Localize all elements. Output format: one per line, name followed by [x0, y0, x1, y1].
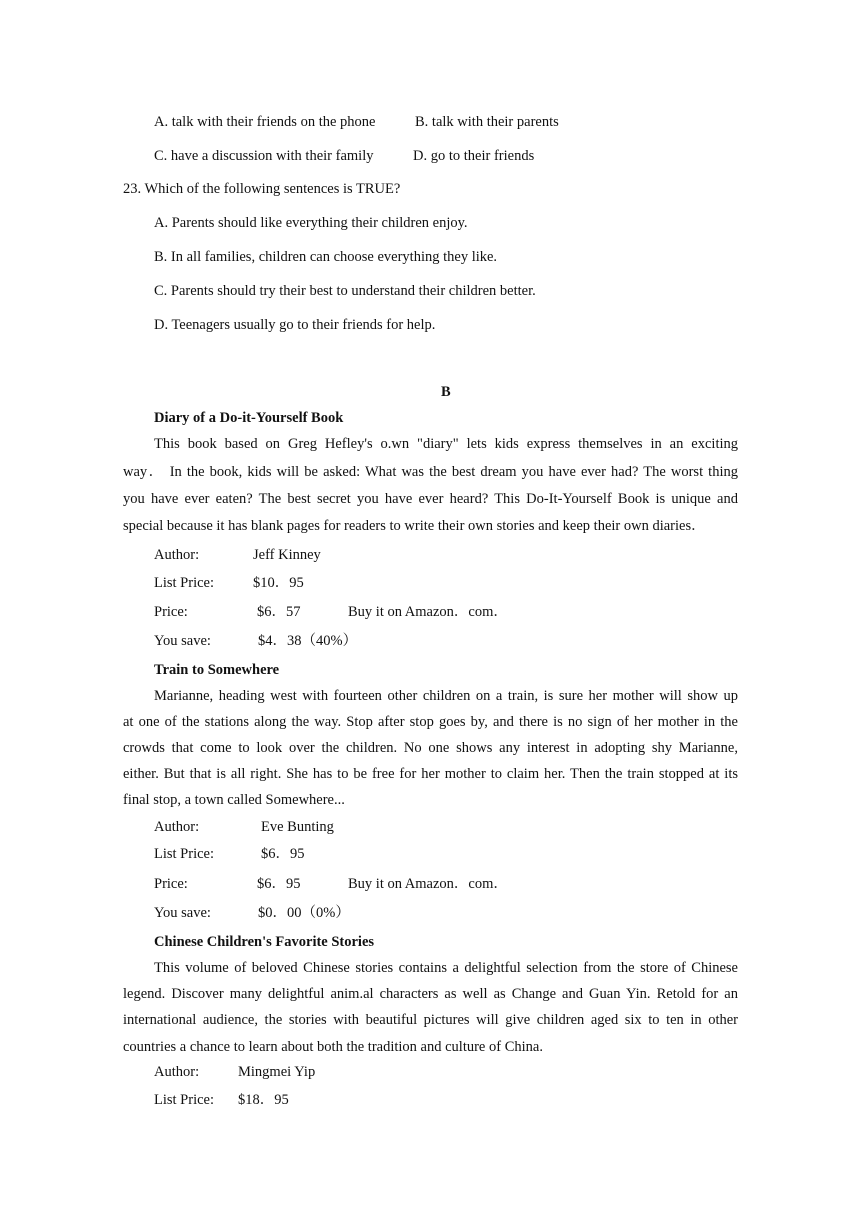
q22-option-b: B. talk with their parents: [415, 114, 559, 130]
book1-author-label: Author:: [154, 547, 200, 563]
book3-title: Chinese Children's Favorite Stories: [154, 934, 375, 950]
book3-line-4: countries a chance to learn about both the tradition and culture of China.: [123, 1039, 543, 1055]
book2-list-price-label: List Price:: [154, 846, 215, 862]
book2-author-label: Author:: [154, 819, 200, 835]
book1-save: $4．38（40%）: [258, 633, 358, 649]
book1-title: Diary of a Do-it-Yourself Book: [154, 410, 344, 426]
book3-author: Mingmei Yip: [238, 1064, 316, 1080]
book2-save-label: You save:: [154, 905, 211, 921]
book2-line-3: crowds that come to look over the children. No one shows any interest in adopting shy Marianne,: [123, 740, 738, 756]
book1-line-2: way． In the book, kids will be asked: What was the best dream you have ever had? The worst thing: [123, 464, 738, 480]
book1-list-price: $10．95: [253, 575, 304, 591]
book3-list-price: $18．95: [238, 1092, 289, 1108]
book3-line-1: This volume of beloved Chinese stories contains a delightful selection from the store of Chinese: [154, 960, 738, 976]
book3-author-label: Author:: [154, 1064, 200, 1080]
q23-option-a: A. Parents should like everything their children enjoy.: [154, 215, 468, 231]
q23-option-d: D. Teenagers usually go to their friends for help.: [154, 317, 436, 333]
q23-option-b: B. In all families, children can choose everything they like.: [154, 249, 498, 265]
book1-buy-link: Buy it on Amazon．com．: [348, 604, 508, 620]
book3-line-3: international audience, the stories with beautiful pictures will give children aged six to ten in other: [123, 1012, 738, 1028]
book1-price-label: Price:: [154, 604, 188, 620]
q23-option-c: C. Parents should try their best to understand their children better.: [154, 283, 536, 299]
book2-line-2: at one of the stations along the way. Stop after stop goes by, and there is no sign of her mother in the: [123, 714, 738, 730]
book1-line-4: special because it has blank pages for readers to write their own stories and keep their own diaries．: [123, 518, 706, 534]
q22-option-a: A. talk with their friends on the phone: [154, 114, 376, 130]
book2-line-4: either. But that is all right. She has to be free for her mother to claim her. Then the train stopped at its: [123, 766, 738, 782]
book2-title: Train to Somewhere: [154, 662, 280, 678]
book3-list-price-label: List Price:: [154, 1092, 215, 1108]
q22-option-c: C. have a discussion with their family: [154, 148, 374, 164]
q23-question: 23. Which of the following sentences is TRUE?: [123, 181, 401, 197]
book1-price: $6．57: [257, 604, 301, 620]
book3-line-2: legend. Discover many delightful anim.al characters as well as Change and Guan Yin. Retold for an: [123, 986, 738, 1002]
book2-price-label: Price:: [154, 876, 188, 892]
book1-author: Jeff Kinney: [253, 547, 321, 563]
book2-price: $6．95: [257, 876, 301, 892]
book2-line-5: final stop, a town called Somewhere...: [123, 792, 345, 808]
book1-list-price-label: List Price:: [154, 575, 215, 591]
book2-buy-link: Buy it on Amazon．com．: [348, 876, 508, 892]
book1-line-1: This book based on Greg Hefley's o.wn "diary" lets kids express themselves in an exciting: [154, 436, 738, 452]
book2-list-price: $6．95: [261, 846, 305, 862]
book2-line-1: Marianne, heading west with fourteen other children on a train, is sure her mother will show up: [154, 688, 738, 704]
section-label: B: [441, 384, 451, 400]
book1-save-label: You save:: [154, 633, 211, 649]
q22-option-d: D. go to their friends: [413, 148, 535, 164]
book2-author: Eve Bunting: [261, 819, 334, 835]
book1-line-3: you have ever eaten? The best secret you have ever heard? This Do-It-Yourself Book is unique and: [123, 491, 738, 507]
book2-save: $0．00（0%）: [258, 905, 350, 921]
